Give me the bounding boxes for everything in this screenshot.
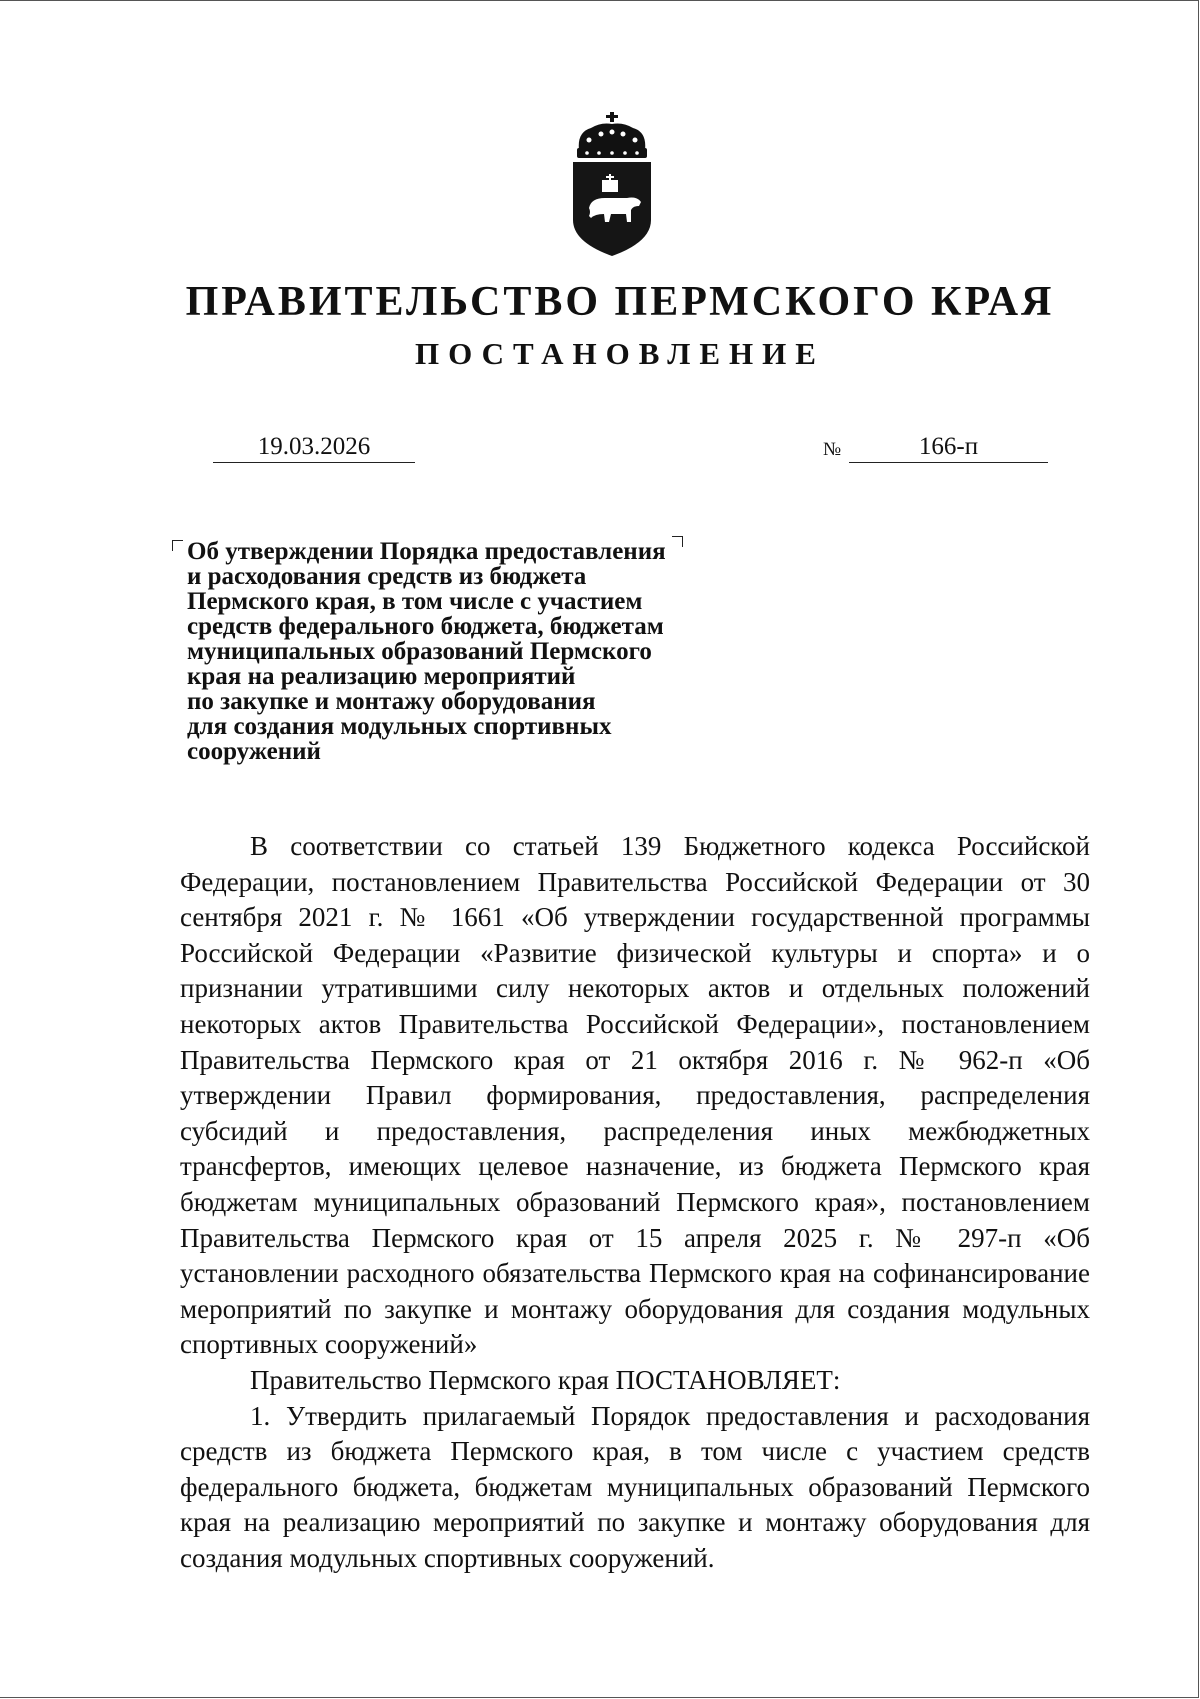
document-type: ПОСТАНОВЛЕНИЕ: [415, 336, 825, 371]
item-1-paragraph: 1. Утвердить прилагаемый Порядок предоставления и расходования средств из бюджета Пермского края, в том числе с участием средств федерального бюджета, бюджетам муниципальных образований Пермского края на реализацию мероприятий по закупке и монтажу оборудования для создания модульных спортивных сооружений.: [180, 1400, 1090, 1573]
perm-krai-coat-of-arms-icon: [567, 110, 657, 260]
document-date: 19.03.2026: [213, 432, 415, 463]
subject-line: Об утверждении Порядка предоставления: [187, 538, 666, 565]
document-number: 166-п: [849, 432, 1048, 463]
subject-line: для создания модульных спортивных: [187, 713, 612, 740]
subject-line: средств федерального бюджета, бюджетам: [187, 613, 664, 640]
resolves-paragraph: Правительство Пермского края ПОСТАНОВЛЯЕТ:: [250, 1364, 841, 1395]
number-sign: №: [823, 439, 842, 460]
subject-line: и расходования средств из бюджета: [187, 563, 587, 590]
document-body: [180, 829, 1090, 1576]
subject-line: Пермского края, в том числе с участием: [187, 588, 643, 615]
subject-line: по закупке и монтажу оборудования: [187, 688, 596, 715]
subject-line: сооружений: [187, 738, 321, 765]
subject-line: муниципальных образований Пермского: [187, 638, 652, 665]
subject-line: края на реализацию мероприятий: [187, 663, 576, 690]
document-subject: [187, 539, 747, 764]
organization-title: ПРАВИТЕЛЬСТВО ПЕРМСКОГО КРАЯ: [185, 279, 1055, 325]
subject-corner-mark-left: [172, 540, 183, 551]
preamble-paragraph: В соответствии со статьей 139 Бюджетного кодекса Российской Федерации, постановлением Правительства Российской Федерации от 30 сентября 2021 г. № 1661 «Об утверждении государственной программы Российской Федерации «Развитие физической культуры и спорта» и о признании утратившими силу некоторых актов и отдельных положений некоторых актов Правительства Российской Федерации», постановлением Правительства Пермского края от 21 октября 2016 г. № 962-п «Об утверждении Правил формирования, предоставления, распределения субсидий и предоставления, распределения иных межбюджетных трансфертов, имеющих целевое назначение, из бюджета Пермского края бюджетам муниципальных образований Пермского края», постановлением Правительства Пермского края от 15 апреля 2025 г. № 297-п «Об установлении расходного обязательства Пермского края на софинансирование мероприятий по закупке и монтажу оборудования для создания модульных спортивных сооружений»: [180, 831, 1090, 1360]
document-number-block: [823, 432, 1048, 464]
